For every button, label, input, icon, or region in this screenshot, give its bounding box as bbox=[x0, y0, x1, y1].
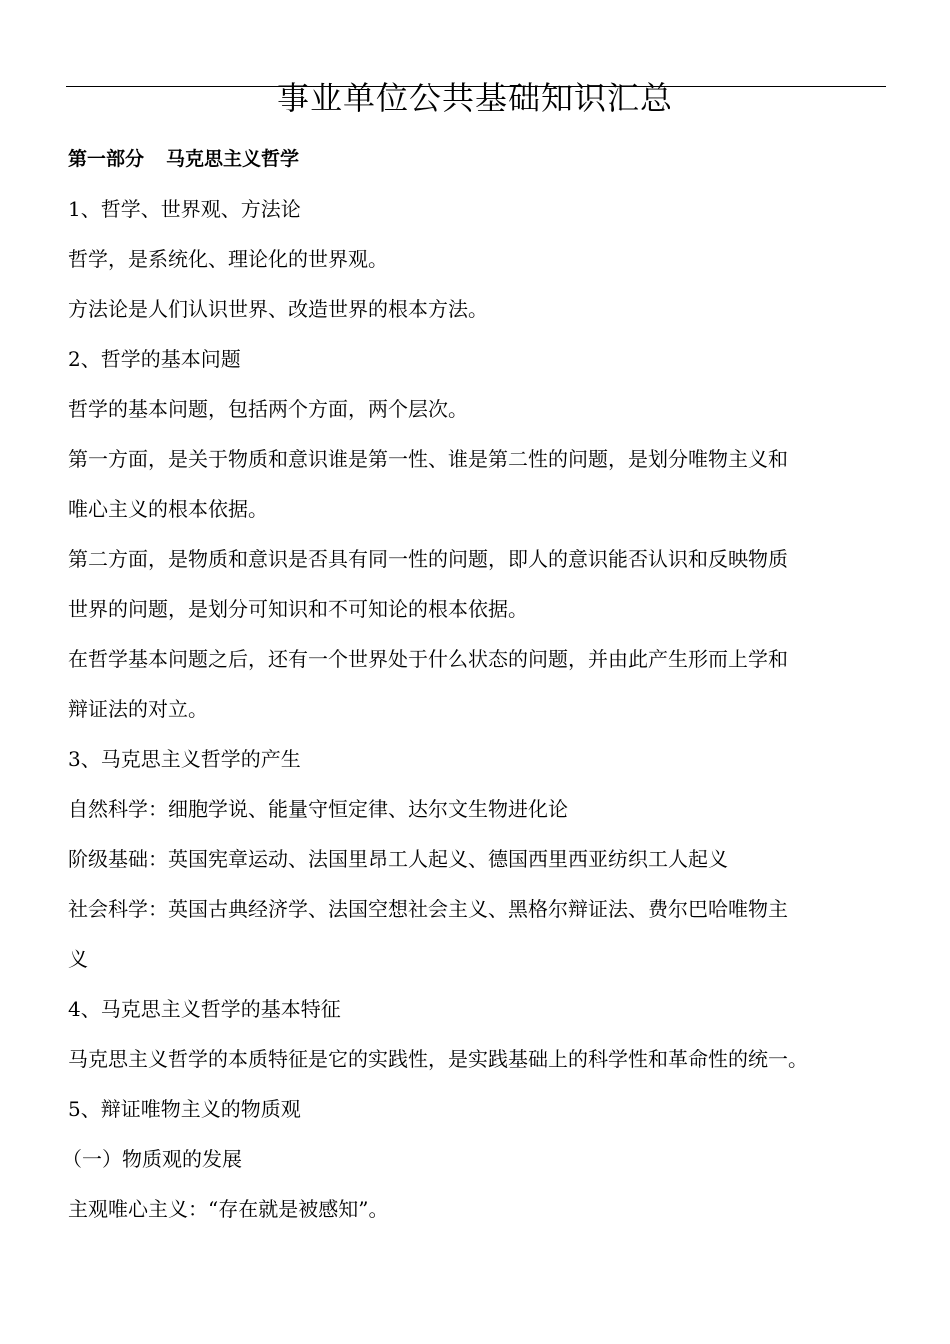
paragraph-line: 哲学的基本问题，包括两个方面，两个层次。 bbox=[68, 397, 468, 421]
heading-2: 2、哲学的基本问题 bbox=[68, 347, 241, 371]
heading-4: 4、马克思主义哲学的基本特征 bbox=[68, 997, 341, 1021]
paragraph-line: 第二方面，是物质和意识是否具有同一性的问题，即人的意识能否认识和反映物质 bbox=[68, 547, 788, 571]
part-number: 第一部分 bbox=[68, 148, 145, 170]
paragraph-line: 世界的问题，是划分可知识和不可知论的根本依据。 bbox=[68, 597, 528, 621]
paragraph-line: 阶级基础：英国宪章运动、法国里昂工人起义、德国西里西亚纺织工人起义 bbox=[68, 847, 728, 871]
paragraph-line: 哲学，是系统化、理论化的世界观。 bbox=[68, 247, 388, 271]
part-name: 马克思主义哲学 bbox=[166, 148, 300, 170]
heading-3: 3、马克思主义哲学的产生 bbox=[68, 747, 301, 771]
paragraph-line: 义 bbox=[68, 947, 88, 971]
paragraph-line: 社会科学：英国古典经济学、法国空想社会主义、黑格尔辩证法、费尔巴哈唯物主 bbox=[68, 897, 788, 921]
paragraph-line: 主观唯心主义：“存在就是被感知”。 bbox=[68, 1197, 389, 1221]
paragraph-line: 第一方面，是关于物质和意识谁是第一性、谁是第二性的问题，是划分唯物主义和 bbox=[68, 447, 788, 471]
paragraph-line: 唯心主义的根本依据。 bbox=[68, 497, 268, 521]
paragraph-line: 方法论是人们认识世界、改造世界的根本方法。 bbox=[68, 297, 488, 321]
heading-5: 5、辩证唯物主义的物质观 bbox=[68, 1097, 301, 1121]
part-heading bbox=[68, 134, 898, 184]
subheading: （一）物质观的发展 bbox=[62, 1147, 242, 1171]
paragraph-line: 马克思主义哲学的本质特征是它的实践性，是实践基础上的科学性和革命性的统一。 bbox=[68, 1047, 808, 1071]
heading-1: 1、哲学、世界观、方法论 bbox=[68, 197, 301, 221]
paragraph-line: 辩证法的对立。 bbox=[68, 697, 208, 721]
paragraph-line: 自然科学：细胞学说、能量守恒定律、达尔文生物进化论 bbox=[68, 797, 568, 821]
document-title: 事业单位公共基础知识汇总 bbox=[276, 79, 673, 117]
paragraph-line: 在哲学基本问题之后，还有一个世界处于什么状态的问题，并由此产生形而上学和 bbox=[68, 647, 788, 671]
document-body bbox=[62, 134, 898, 1234]
